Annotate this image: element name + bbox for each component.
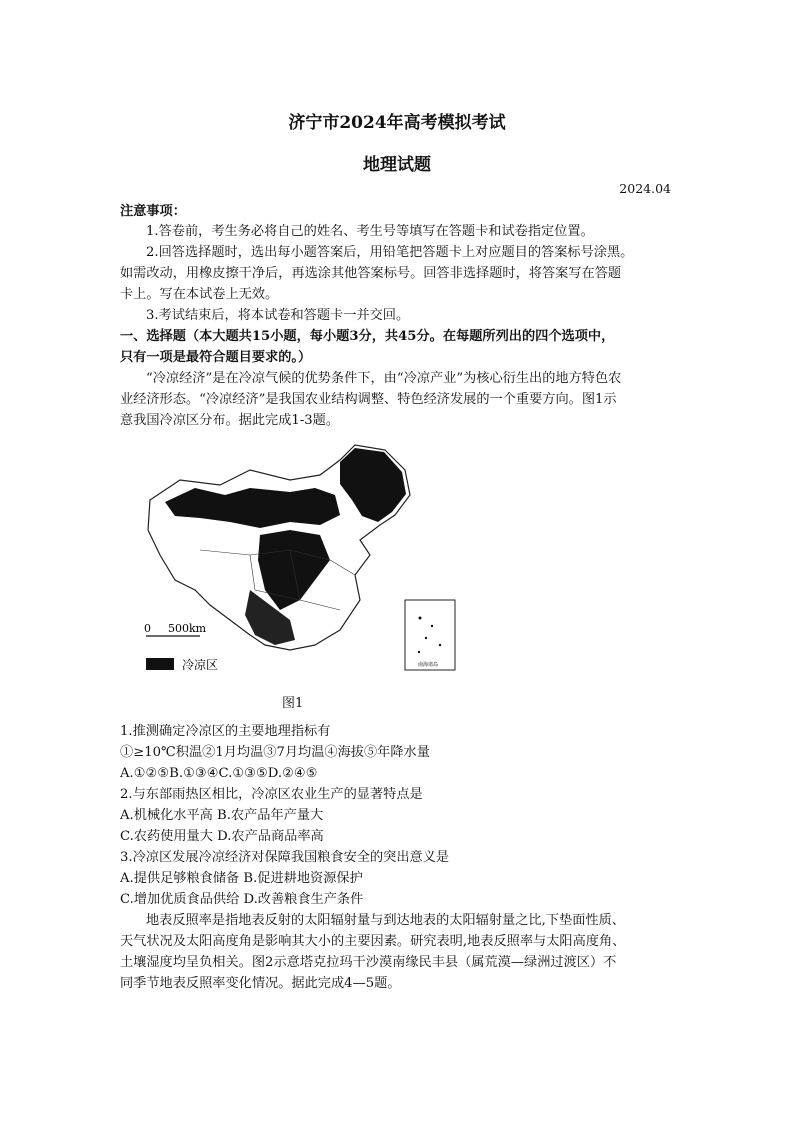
notice-line-1: 1.答卷前，考生务必将自己的姓名、考生号等填写在答题卡和试卷指定位置。 (146, 224, 594, 239)
question-1: 1.推测确定冷凉区的主要地理指标有 (120, 724, 331, 739)
question-3-options-ab: A.提供足够粮食储备 B.促进耕地资源保护 (120, 871, 363, 886)
exam-title: 济宁市2024年高考模拟考试 (288, 113, 506, 133)
intro1-line-1: “冷凉经济”是在冷凉气候的优势条件下，由“冷凉产业”为核心衍生出的地方特色农 (146, 371, 622, 386)
question-3: 3.冷凉区发展冷凉经济对保障我国粮食安全的突出意义是 (120, 850, 450, 865)
notice-line-4: 卡上。写在本试卷上无效。 (120, 287, 279, 302)
legend-swatch (146, 658, 174, 670)
section-heading-2: 只有一项是最符合题目要求的。） (120, 350, 312, 365)
notice-heading: 注意事项： (120, 204, 186, 219)
question-1-options: A.①②⑤B.①③④C.①③⑤D.②④⑤ (120, 766, 318, 781)
intro1-line-3: 意我国冷凉区分布。据此完成1-3题。 (120, 413, 340, 428)
intro2-line-1: 地表反照率是指地表反射的太阳辐射量与到达地表的太阳辐射量之比,下垫面性质、 (146, 913, 625, 928)
section-heading-1: 一、选择题（本大题共15小题，每小题3分，共45分。在每题所列出的四个选项中， (120, 329, 615, 344)
question-1-items: ①≥10℃积温②1月均温③7月均温④海拔⑤年降水量 (120, 745, 430, 760)
exam-date: 2024.04 (619, 181, 671, 196)
notice-line-2: 2.回答选择题时，选出每小题答案后，用铅笔把答题卡上对应题目的答案标号涂黑。 (146, 245, 634, 260)
question-3-options-cd: C.增加优质食品供给 D.改善粮食生产条件 (120, 892, 364, 907)
question-2-options-ab: A.机械化水平高 B.农产品年产量大 (120, 808, 324, 823)
inset-label: 南海诸岛 (417, 662, 439, 668)
scale-label: 500km (168, 622, 207, 635)
exam-subtitle: 地理试题 (363, 155, 431, 175)
legend-label: 冷凉区 (182, 658, 219, 672)
notice-line-5: 3.考试结束后，将本试卷和答题卡一并交回。 (146, 308, 410, 323)
china-cold-region-map (140, 440, 460, 680)
scale-zero: 0 (144, 622, 151, 635)
intro2-line-4: 同季节地表反照率变化情况。据此完成4—5题。 (120, 976, 401, 991)
south-china-sea-inset (405, 600, 455, 670)
question-2-options-cd: C.农药使用量大 D.农产品商品率高 (120, 829, 324, 844)
intro2-line-3: 土壤湿度均呈负相关。图2示意塔克拉玛干沙漠南缘民丰县（属荒漠—绿洲过渡区）不 (120, 955, 617, 970)
figure1-caption: 图1 (282, 696, 304, 711)
question-2: 2.与东部雨热区相比，冷凉区农业生产的显著特点是 (120, 787, 423, 802)
intro2-line-2: 天气状况及太阳高度角是影响其大小的主要因素。研究表明,地表反照率与太阳高度角、 (120, 934, 626, 949)
notice-line-3: 如需改动，用橡皮擦干净后，再选涂其他答案标号。回答非选择题时，将答案写在答题 (120, 266, 622, 281)
intro1-line-2: 业经济形态。“冷凉经济”是我国农业结构调整、特色经济发展的一个重要方向。图1示 (120, 392, 617, 407)
